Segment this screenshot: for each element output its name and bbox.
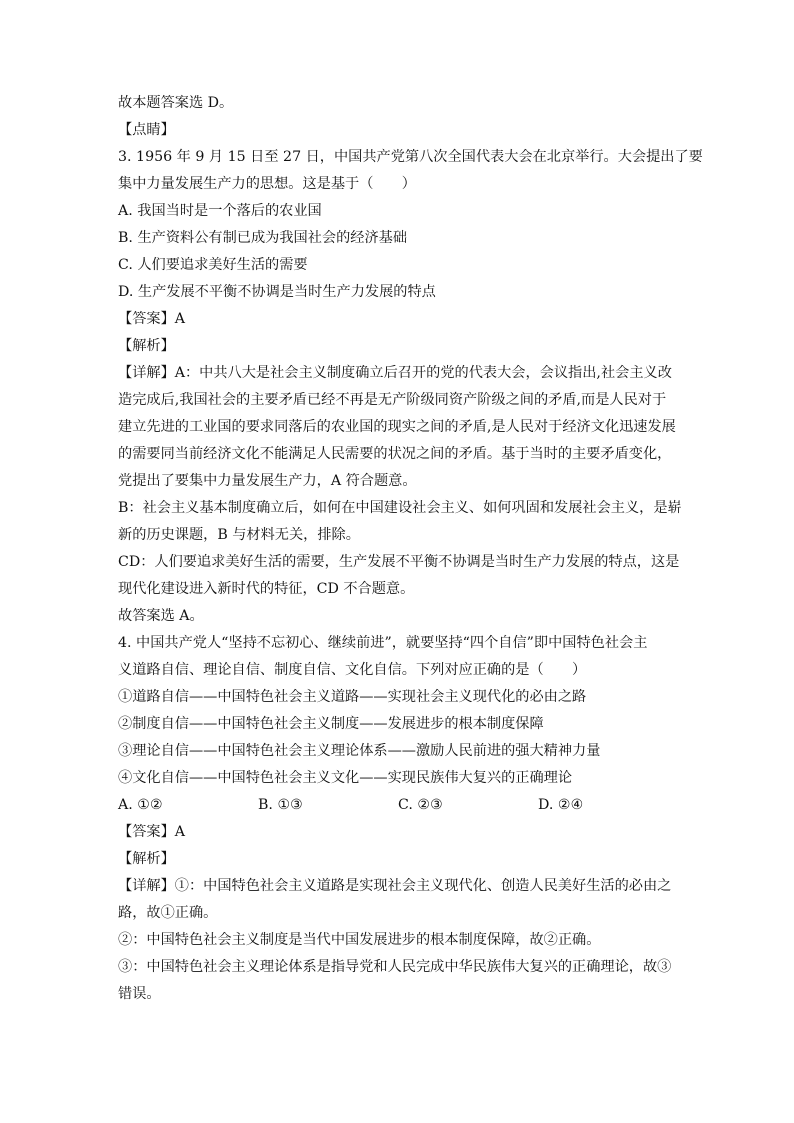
question-3-stem: 3. 1956 年 9 月 15 日至 27 日，中国共产党第八次全国代表大会在北京举行。大会提出了要: [118, 149, 703, 165]
detail-text: 现代化建设进入新时代的特征，CD 不合题意。: [118, 581, 415, 597]
statement-4: ④文化自信——中国特色社会主义文化——实现民族伟大复兴的正确理论: [118, 770, 573, 786]
detail-text: CD：人们要追求美好生活的需要，生产发展不平衡不协调是当时生产力发展的特点，这是: [118, 554, 680, 570]
option-d: D. ②④: [538, 797, 584, 813]
option-b: B. ①③: [258, 797, 303, 813]
option-c: C. ②③: [398, 797, 443, 813]
option-a: A. 我国当时是一个落后的农业国: [118, 203, 322, 219]
detail-text: 的需要同当前经济文化不能满足人民需要的状况之间的矛盾。基于当时的主要矛盾变化，: [118, 446, 672, 462]
analysis-label: 【解析】: [118, 851, 175, 867]
statement-1: ①道路自信——中国特色社会主义道路——实现社会主义现代化的必由之路: [118, 689, 587, 705]
detail-text: 错误。: [118, 986, 161, 1002]
text-line: 故本题答案选 D。: [118, 95, 234, 111]
conclusion-text: 故答案选 A。: [118, 608, 204, 624]
statement-2: ②制度自信——中国特色社会主义制度——发展进步的根本制度保障: [118, 716, 544, 732]
question-4-options: [118, 792, 678, 819]
option-a: A. ①②: [118, 797, 163, 813]
detail-text: 建立先进的工业国的要求同落后的农业国的现实之间的矛盾,是人民对于经济文化迅速发展: [118, 419, 676, 435]
answer-label: 【答案】A: [118, 824, 185, 840]
analysis-label: 【解析】: [118, 338, 175, 354]
detail-text: 新的历史课题，B 与材料无关，排除。: [118, 527, 360, 543]
question-3-stem-cont: 集中力量发展生产力的思想。这是基于（ ）: [118, 176, 416, 192]
statement-3: ③理论自信——中国特色社会主义理论体系——激励人民前进的强大精神力量: [118, 743, 601, 759]
answer-label: 【答案】A: [118, 311, 185, 327]
detail-text: 路，故①正确。: [118, 905, 218, 921]
detail-text: ③：中国特色社会主义理论体系是指导党和人民完成中华民族伟大复兴的正确理论，故③: [118, 959, 672, 975]
question-4-stem: 4. 中国共产党人“坚持不忘初心、继续前进”，就要坚持“四个自信”即中国特色社会主: [118, 635, 648, 651]
detail-text: 【详解】①：中国特色社会主义道路是实现社会主义现代化、创造人民美好生活的必由之: [118, 878, 672, 894]
question-4-stem-cont: 义道路自信、理论自信、制度自信、文化自信。下列对应正确的是（ ）: [118, 662, 587, 678]
section-label-dianjing: 【点睛】: [118, 122, 175, 138]
detail-text: 造完成后,我国社会的主要矛盾已经不再是无产阶级同资产阶级之间的矛盾,而是人民对于: [118, 392, 667, 408]
detail-text: B：社会主义基本制度确立后，如何在中国建设社会主义、如何巩固和发展社会主义，是崭: [118, 500, 682, 516]
detail-text: 党提出了要集中力量发展生产力，A 符合题意。: [118, 473, 417, 489]
detail-text: ②：中国特色社会主义制度是当代中国发展进步的根本制度保障，故②正确。: [118, 932, 601, 948]
option-c: C. 人们要追求美好生活的需要: [118, 257, 308, 273]
detail-text: 【详解】A：中共八大是社会主义制度确立后召开的党的代表大会，会议指出,社会主义改: [118, 365, 672, 381]
option-b: B. 生产资料公有制已成为我国社会的经济基础: [118, 230, 408, 246]
document-body: [118, 90, 703, 1008]
option-d: D. 生产发展不平衡不协调是当时生产力发展的特点: [118, 284, 436, 300]
